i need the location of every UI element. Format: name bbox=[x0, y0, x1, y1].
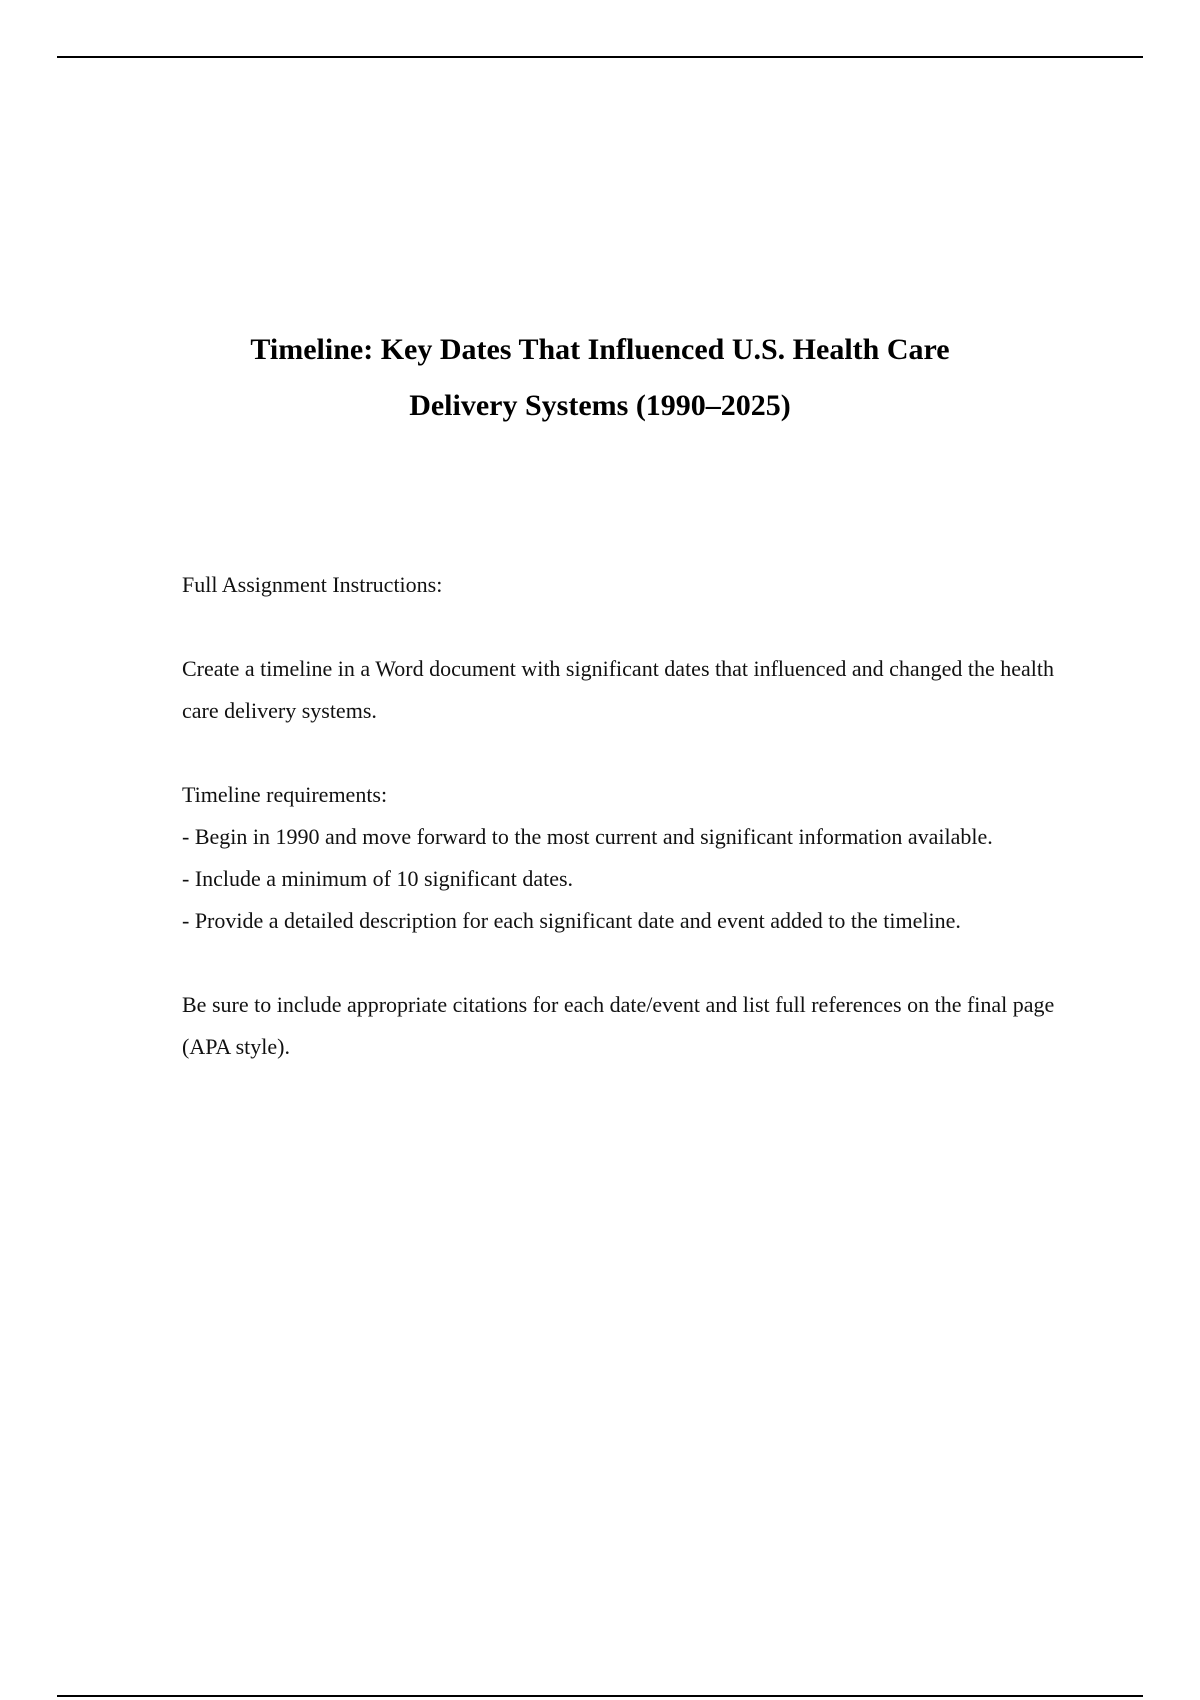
page-top-rule bbox=[57, 56, 1143, 58]
title-line-1: Timeline: Key Dates That Influenced U.S. Health Care bbox=[250, 333, 950, 366]
requirement-item: - Begin in 1990 and move forward to the most current and significant information available. bbox=[182, 824, 993, 849]
closing-paragraph: Be sure to include appropriate citations for each date/event and list full references on the final page (APA style). bbox=[182, 992, 1055, 1059]
requirements-heading: Timeline requirements: bbox=[182, 782, 388, 807]
requirement-item: - Provide a detailed description for each significant date and event added to the timeline. bbox=[182, 908, 961, 933]
requirements-list bbox=[182, 816, 1062, 942]
document-title bbox=[130, 322, 1070, 434]
document-body bbox=[182, 564, 1062, 1110]
title-line-2: Delivery Systems (1990–2025) bbox=[409, 389, 791, 422]
page-bottom-rule bbox=[57, 1695, 1143, 1697]
requirement-item: - Include a minimum of 10 significant dates. bbox=[182, 866, 574, 891]
instructions-heading: Full Assignment Instructions: bbox=[182, 572, 443, 597]
intro-paragraph: Create a timeline in a Word document with significant dates that influenced and changed the health care delivery systems. bbox=[182, 656, 1055, 723]
